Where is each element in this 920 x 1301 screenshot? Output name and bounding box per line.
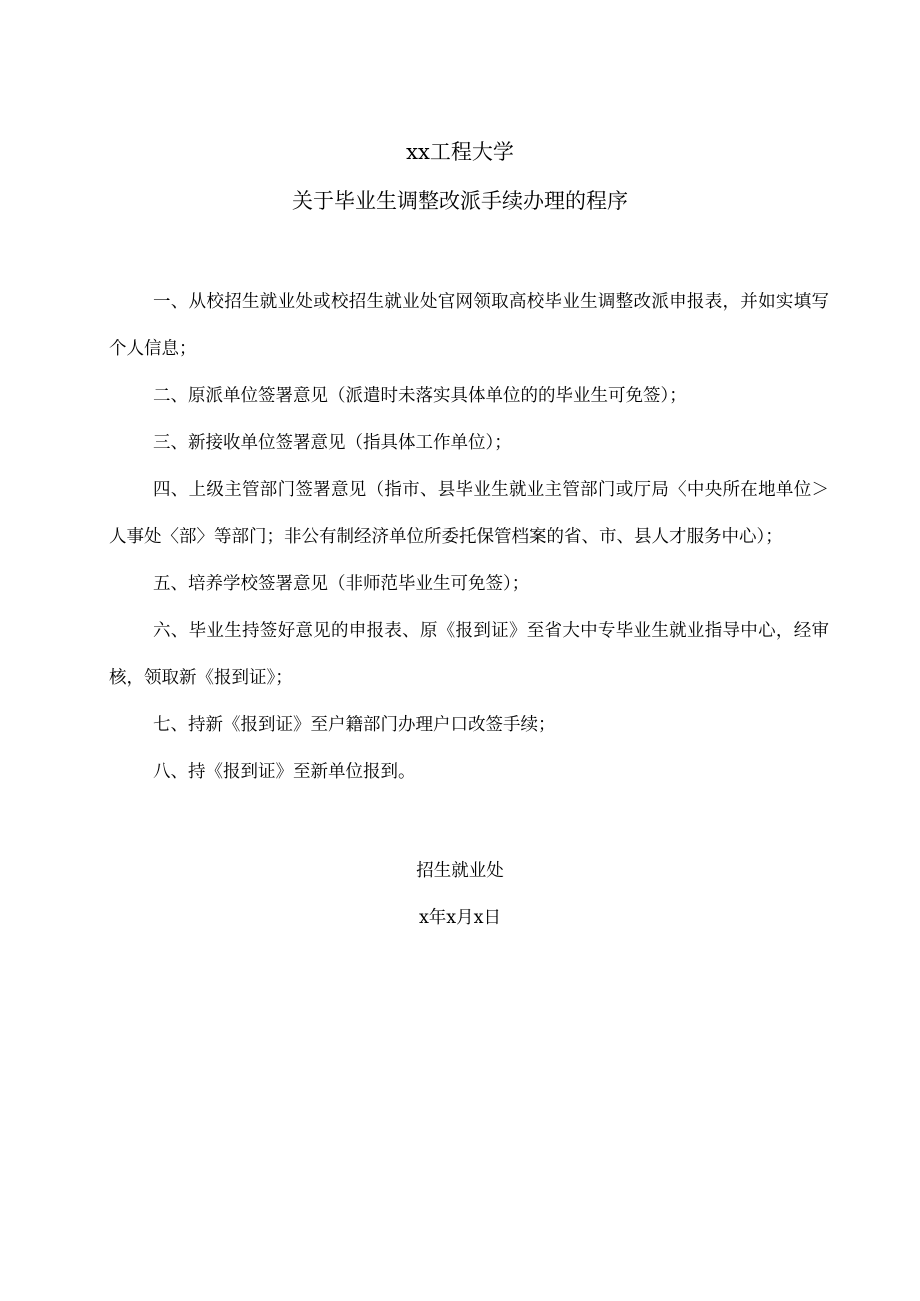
step-1: 一、从校招生就业处或校招生就业处官网领取高校毕业生调整改派申报表，并如实填写个人信息； — [109, 292, 829, 359]
signature-office: 招生就业处 — [416, 861, 504, 881]
step-6: 六、毕业生持签好意见的申报表、原《报到证》至省大中专毕业生就业指导中心，经审核，领取新《报到证》； — [109, 621, 829, 688]
procedure-steps — [109, 279, 829, 796]
signature-date: x年x月x日 — [418, 908, 502, 928]
step-3: 三、新接收单位签署意见（指具体工作单位）； — [153, 433, 512, 453]
document-title-university: xx工程大学 — [406, 140, 514, 164]
step-4: 四、上级主管部门签署意见（指市、县毕业生就业主管部门或厅局〈中央所在地单位＞人事处〈部〉等部门；非公有制经济单位所委托保管档案的省、市、县人才服务中心）； — [109, 480, 829, 547]
step-8: 八、持《报到证》至新单位报到。 — [153, 762, 416, 782]
step-5: 五、培养学校签署意见（非师范毕业生可免签）； — [153, 574, 530, 594]
step-2: 二、原派单位签署意见（派遣时未落实具体单位的的毕业生可免签）； — [153, 386, 687, 406]
document-title-subject: 关于毕业生调整改派手续办理的程序 — [292, 189, 628, 213]
step-7: 七、持新《报到证》至户籍部门办理户口改签手续； — [153, 715, 556, 735]
